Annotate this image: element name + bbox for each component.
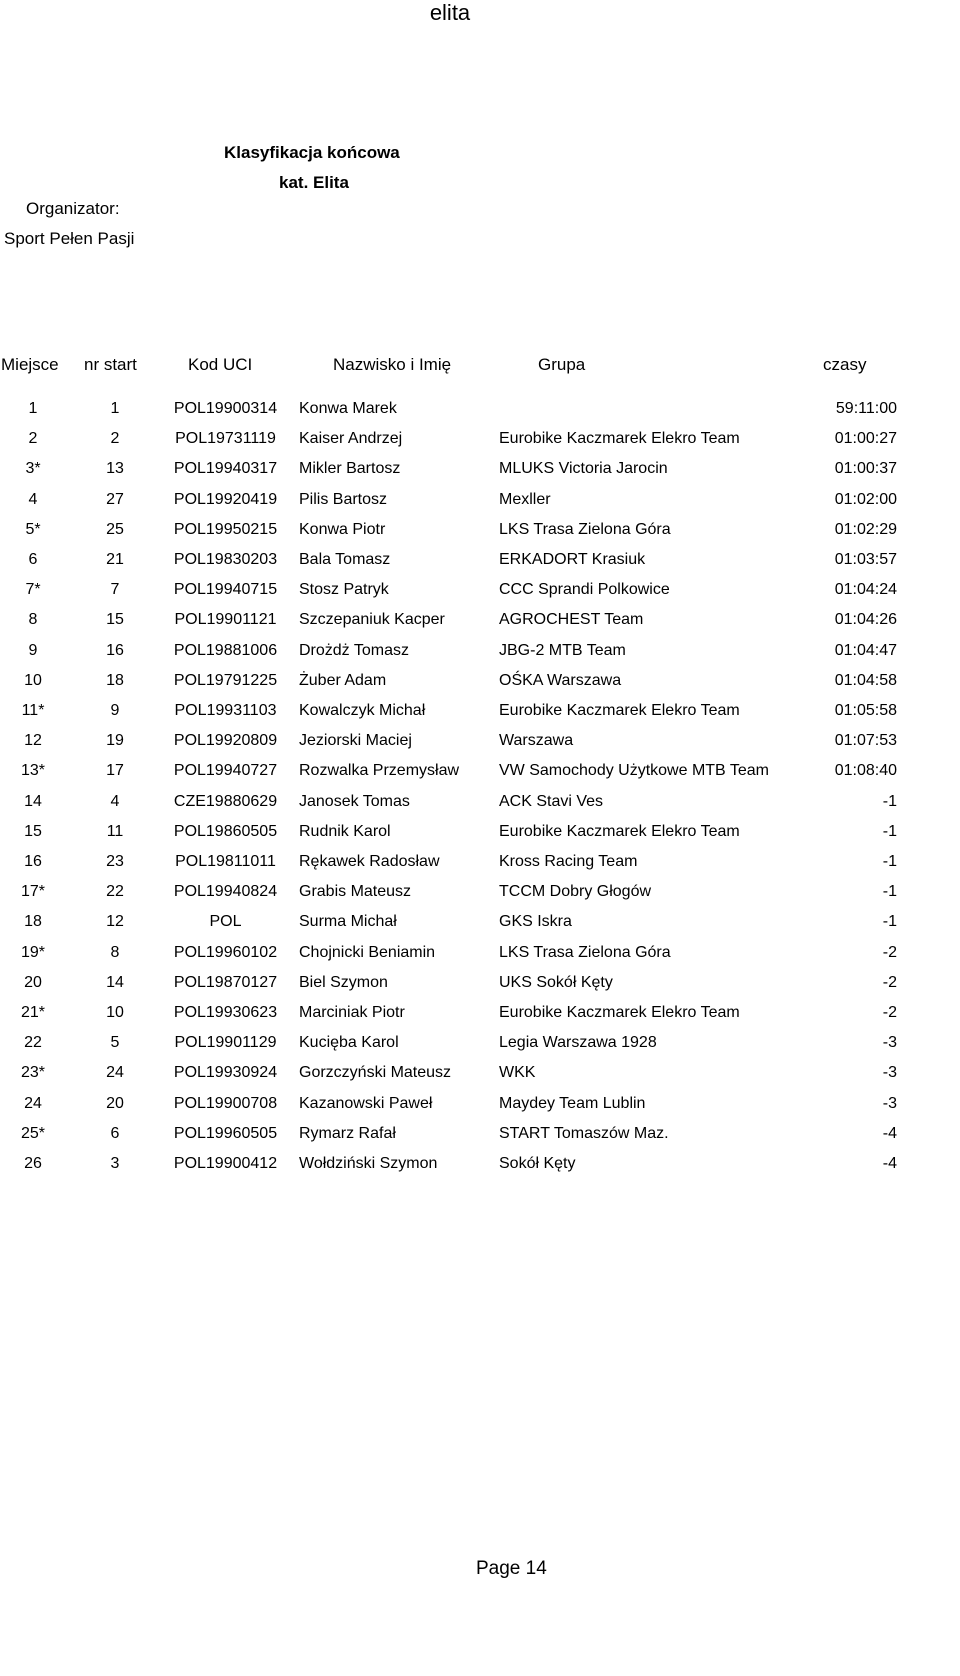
uci-code-cell: POL19731119 (175, 430, 276, 448)
rider-name-cell: Kowalczyk Michał (299, 702, 426, 719)
time-cell: 01:00:37 (834, 460, 897, 478)
uci-code-cell: POL19930623 (173, 1004, 278, 1021)
place-cell: 10 (24, 671, 42, 689)
start-number-cell: 3 (110, 1155, 120, 1172)
uci-code-cell: POL19811011 (175, 853, 276, 870)
uci-code-cell: POL19900314 (173, 400, 278, 417)
start-number-cell: 6 (110, 1124, 120, 1142)
rider-name-cell: Pilis Bartosz (299, 490, 388, 508)
time-cell: -1 (882, 883, 897, 901)
start-number-cell: 25 (106, 520, 124, 538)
start-number-cell: 18 (106, 671, 124, 689)
team-cell: TCCM Dobry Głogów (499, 883, 652, 901)
time-cell: 01:05:58 (834, 702, 897, 719)
start-number-cell: 13 (106, 460, 124, 478)
time-cell: -3 (882, 1034, 897, 1052)
uci-code-cell: POL19960505 (173, 1124, 278, 1142)
uci-code-cell: POL19931103 (174, 702, 277, 719)
table-row (0, 823, 960, 853)
start-number-cell: 16 (106, 641, 124, 659)
start-number-cell: 12 (106, 913, 124, 931)
table-row (0, 491, 960, 521)
team-cell: Legia Warszawa 1928 (499, 1034, 657, 1052)
uci-code-cell: POL (209, 913, 242, 931)
team-cell: Warszawa (499, 732, 574, 750)
team-cell: AGROCHEST Team (499, 611, 644, 629)
team-cell: WKK (499, 1064, 536, 1082)
rider-name-cell: Konwa Marek (299, 400, 397, 417)
time-cell: -1 (882, 792, 897, 810)
team-cell: VW Samochody Użytkowe MTB Team (499, 762, 770, 780)
rider-name-cell: Surma Michał (299, 913, 397, 931)
start-number-cell: 21 (106, 551, 124, 568)
rider-name-cell: Gorzczyński Mateusz (299, 1064, 452, 1082)
organizer-name: Sport Pełen Pasji (4, 229, 135, 248)
category-label: kat. Elita (279, 173, 349, 192)
rider-name-cell: Rozwalka Przemysław (299, 762, 460, 780)
team-cell: ERKADORT Krasiuk (499, 551, 646, 568)
team-cell: LKS Trasa Zielona Góra (499, 943, 671, 961)
table-row (0, 853, 960, 883)
rider-name-cell: Biel Szymon (299, 973, 388, 991)
time-cell: -4 (882, 1124, 897, 1142)
time-cell: 01:04:47 (834, 641, 897, 659)
rider-name-cell: Stosz Patryk (299, 581, 389, 599)
table-row (0, 611, 960, 641)
uci-code-cell: POL19901121 (174, 611, 277, 629)
start-number-cell: 19 (106, 732, 124, 750)
table-row (0, 974, 960, 1004)
time-cell: -3 (882, 1094, 897, 1112)
header-times: czasy (823, 355, 867, 374)
place-cell: 4 (28, 490, 38, 508)
uci-code-cell: CZE19880629 (173, 792, 278, 810)
team-cell: Kross Racing Team (499, 853, 638, 870)
table-row (0, 521, 960, 551)
sheet-name: elita (429, 0, 471, 25)
start-number-cell: 17 (106, 762, 124, 780)
uci-code-cell: POL19940824 (173, 883, 278, 901)
team-cell: Eurobike Kaczmarek Elekro Team (499, 430, 740, 448)
page-number: Page 14 (476, 1558, 547, 1579)
rider-name-cell: Wołdziński Szymon (299, 1155, 438, 1172)
place-cell: 15 (24, 822, 42, 840)
team-cell: MLUKS Victoria Jarocin (499, 460, 668, 478)
uci-code-cell: POL19920419 (173, 490, 278, 508)
table-row (0, 732, 960, 762)
team-cell: CCC Sprandi Polkowice (499, 581, 670, 599)
place-cell: 2 (28, 430, 38, 448)
time-cell: -3 (882, 1064, 897, 1082)
time-cell: 01:04:58 (834, 671, 897, 689)
start-number-cell: 23 (106, 853, 124, 870)
time-cell: 01:04:26 (834, 611, 897, 629)
place-cell: 6 (28, 551, 38, 568)
uci-code-cell: POL19860505 (173, 822, 278, 840)
team-cell: Sokół Kęty (499, 1155, 576, 1172)
table-row (0, 460, 960, 490)
table-row (0, 913, 960, 943)
rider-name-cell: Konwa Piotr (299, 520, 386, 538)
place-cell: 22 (24, 1034, 42, 1052)
place-cell: 3* (25, 460, 41, 478)
time-cell: 01:02:00 (834, 490, 897, 508)
header-group: Grupa (538, 355, 586, 374)
rider-name-cell: Jeziorski Maciej (299, 732, 412, 750)
rider-name-cell: Grabis Mateusz (299, 883, 412, 901)
start-number-cell: 1 (110, 400, 120, 417)
team-cell: GKS Iskra (499, 913, 572, 931)
table-row (0, 672, 960, 702)
time-cell: -2 (882, 943, 897, 961)
rider-name-cell: Szczepaniuk Kacper (299, 611, 445, 629)
start-number-cell: 22 (106, 883, 124, 901)
uci-code-cell: POL19940317 (173, 460, 278, 478)
uci-code-cell: POL19900708 (173, 1094, 278, 1112)
place-cell: 25* (20, 1124, 46, 1142)
rider-name-cell: Rudnik Karol (299, 822, 391, 840)
uci-code-cell: POL19830203 (173, 551, 278, 568)
place-cell: 12 (24, 732, 42, 750)
start-number-cell: 2 (110, 430, 120, 448)
rider-name-cell: Drożdż Tomasz (299, 641, 409, 659)
start-number-cell: 27 (106, 490, 124, 508)
time-cell: 01:00:27 (834, 430, 897, 448)
place-cell: 19* (20, 943, 46, 961)
place-cell: 13* (20, 762, 46, 780)
start-number-cell: 11 (106, 822, 124, 840)
rider-name-cell: Bala Tomasz (299, 551, 391, 568)
place-cell: 9 (28, 641, 38, 659)
uci-code-cell: POL19930924 (173, 1064, 278, 1082)
uci-code-cell: POL19881006 (173, 641, 278, 659)
header-name: Nazwisko i Imię (333, 355, 452, 374)
rider-name-cell: Kazanowski Paweł (299, 1094, 433, 1112)
start-number-cell: 20 (106, 1094, 124, 1112)
place-cell: 17* (20, 883, 46, 901)
time-cell: -1 (882, 853, 897, 870)
start-number-cell: 24 (106, 1064, 124, 1082)
rider-name-cell: Rymarz Rafał (299, 1124, 396, 1142)
uci-code-cell: POL19960102 (173, 943, 278, 961)
place-cell: 8 (28, 611, 38, 629)
organizer-label: Organizator: (26, 199, 120, 218)
table-row (0, 883, 960, 913)
place-cell: 14 (24, 792, 42, 810)
table-row (0, 430, 960, 460)
start-number-cell: 7 (110, 581, 120, 599)
table-row (0, 1095, 960, 1125)
team-cell: Maydey Team Lublin (499, 1094, 646, 1112)
table-row (0, 551, 960, 581)
uci-code-cell: POL19940715 (173, 581, 278, 599)
time-cell: -2 (882, 973, 897, 991)
start-number-cell: 4 (110, 792, 120, 810)
time-cell: 01:03:57 (834, 551, 897, 568)
start-number-cell: 5 (110, 1034, 120, 1052)
start-number-cell: 14 (106, 973, 124, 991)
rider-name-cell: Janosek Tomas (299, 792, 410, 810)
team-cell: Eurobike Kaczmarek Elekro Team (499, 702, 740, 719)
team-cell: Eurobike Kaczmarek Elekro Team (499, 822, 740, 840)
table-row (0, 1125, 960, 1155)
header-start-number: nr start (84, 355, 137, 374)
header-uci-code: Kod UCI (188, 355, 253, 374)
rider-name-cell: Kaiser Andrzej (299, 430, 403, 448)
table-row (0, 581, 960, 611)
table-row (0, 642, 960, 672)
table-row (0, 793, 960, 823)
place-cell: 7* (25, 581, 41, 599)
table-row (0, 1004, 960, 1034)
time-cell: 01:02:29 (834, 520, 897, 538)
time-cell: 59:11:00 (835, 400, 897, 417)
uci-code-cell: POL19950215 (173, 520, 278, 538)
uci-code-cell: POL19901129 (174, 1034, 277, 1052)
start-number-cell: 15 (106, 611, 124, 629)
table-row (0, 944, 960, 974)
uci-code-cell: POL19920809 (173, 732, 278, 750)
table-row (0, 1064, 960, 1094)
time-cell: -2 (882, 1004, 897, 1021)
start-number-cell: 10 (106, 1004, 124, 1021)
team-cell: START Tomaszów Maz. (499, 1124, 669, 1142)
time-cell: 01:04:24 (834, 581, 897, 599)
rider-name-cell: Rękawek Radosław (299, 853, 440, 870)
place-cell: 26 (24, 1155, 42, 1172)
team-cell: ACK Stavi Ves (499, 792, 604, 810)
team-cell: Mexller (499, 490, 551, 508)
team-cell: UKS Sokół Kęty (499, 973, 613, 991)
uci-code-cell: POL19900412 (173, 1155, 278, 1172)
table-row (0, 702, 960, 732)
table-row (0, 400, 960, 430)
team-cell: JBG-2 MTB Team (499, 641, 626, 659)
time-cell: 01:08:40 (834, 762, 897, 780)
uci-code-cell: POL19940727 (173, 762, 278, 780)
place-cell: 18 (24, 913, 42, 931)
team-cell: Eurobike Kaczmarek Elekro Team (499, 1004, 740, 1021)
rider-name-cell: Mikler Bartosz (299, 460, 401, 478)
time-cell: -1 (882, 913, 897, 931)
document-title: Klasyfikacja końcowa (224, 143, 400, 162)
place-cell: 23* (20, 1064, 46, 1082)
start-number-cell: 8 (110, 943, 120, 961)
uci-code-cell: POL19870127 (173, 973, 278, 991)
place-cell: 1 (28, 400, 38, 417)
start-number-cell: 9 (110, 702, 120, 719)
time-cell: -4 (882, 1155, 897, 1172)
header-place: Miejsce (1, 355, 59, 374)
table-row (0, 762, 960, 792)
rider-name-cell: Marciniak Piotr (299, 1004, 405, 1021)
table-row (0, 1155, 960, 1185)
table-row (0, 1034, 960, 1064)
place-cell: 20 (24, 973, 42, 991)
team-cell: LKS Trasa Zielona Góra (499, 520, 671, 538)
rider-name-cell: Żuber Adam (299, 671, 387, 689)
place-cell: 11* (21, 702, 45, 719)
place-cell: 5* (25, 520, 41, 538)
uci-code-cell: POL19791225 (173, 671, 278, 689)
rider-name-cell: Kucięba Karol (299, 1034, 399, 1052)
time-cell: -1 (882, 822, 897, 840)
rider-name-cell: Chojnicki Beniamin (299, 943, 436, 961)
place-cell: 16 (24, 853, 42, 870)
place-cell: 21* (20, 1004, 46, 1021)
place-cell: 24 (24, 1094, 42, 1112)
team-cell: OŚKA Warszawa (499, 671, 622, 689)
time-cell: 01:07:53 (834, 732, 897, 750)
